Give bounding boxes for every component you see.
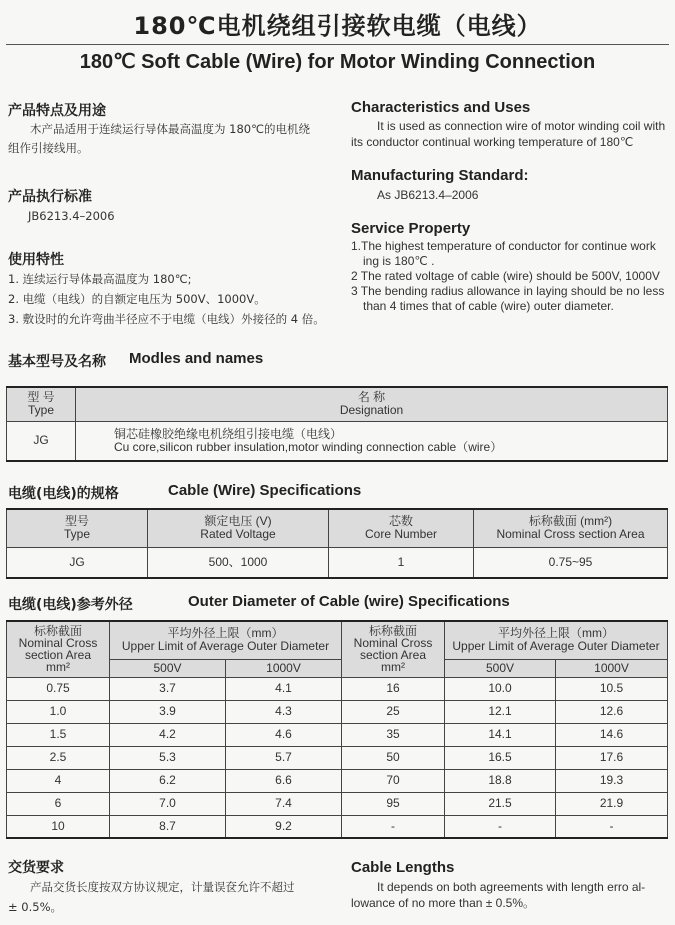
outer-cell-od-1000v-left: 6.6 (226, 769, 342, 792)
outer-cell-od-500v-left: 8.7 (110, 815, 226, 838)
features-text-line-2: 组作引接线用。 (8, 141, 89, 155)
spec-cell-core: 1 (329, 547, 474, 578)
page-title-cn: 180℃电机绕组引接软电缆（电线） (133, 12, 542, 40)
models-header-type: 型 号 Type (7, 387, 76, 421)
outer-table-row (7, 746, 668, 769)
spec-cell-area: 0.75~95 (474, 547, 668, 578)
outer-header-500v-right: 500V (445, 659, 556, 677)
outer-cell-area-right: 16 (342, 677, 445, 700)
service-item-1-cont: ing is 180℃ . (363, 254, 435, 268)
outer-cell-od-1000v-right: 19.3 (556, 769, 668, 792)
outer-cell-od-1000v-left: 5.7 (226, 746, 342, 769)
outer-cell-area-left: 4 (7, 769, 110, 792)
outer-table-row (7, 700, 668, 723)
outer-cell-od-500v-left: 4.2 (110, 723, 226, 746)
outer-cell-area-left: 10 (7, 815, 110, 838)
models-heading-en: Modles and names (129, 350, 264, 367)
outer-header-upper-left: 平均外径上限（mm） Upper Limit of Average Outer Diameter (110, 621, 342, 659)
spec-header-area: 标称截面 (mm²) Nominal Cross section Area (474, 509, 668, 547)
outer-cell-od-1000v-left: 4.6 (226, 723, 342, 746)
service-heading: Service Property (351, 220, 471, 237)
models-table (6, 386, 668, 462)
outer-header-area-left: 标称截面 Nominal Cross section Area mm² (7, 621, 110, 677)
outer-table-row (7, 769, 668, 792)
characteristics-text-line-1: It is used as connection wire of motor winding coil with (377, 119, 666, 133)
outer-cell-area-right: 95 (342, 792, 445, 815)
service-item-3-cont: than 4 times that of cable (wire) outer diameter. (363, 299, 614, 313)
delivery-text-cn-line-2: ± 0.5%。 (8, 900, 63, 914)
outer-cell-od-500v-left: 3.7 (110, 677, 226, 700)
spec-header-core: 芯数 Core Number (329, 509, 474, 547)
outer-cell-od-1000v-right: 14.6 (556, 723, 668, 746)
title-divider (6, 44, 669, 45)
spec-table (6, 508, 668, 579)
outer-heading-en: Outer Diameter of Cable (wire) Specifications (188, 593, 510, 610)
property-item-2: 2. 电缆（电线）的自额定电压为 500V、1000V。 (8, 292, 266, 306)
service-item-2: 2 The rated voltage of cable (wire) should be 500V, 1000V (351, 269, 660, 283)
outer-cell-od-1000v-left: 4.3 (226, 700, 342, 723)
outer-cell-od-1000v-right: 10.5 (556, 677, 668, 700)
outer-table-row (7, 677, 668, 700)
outer-table-row (7, 792, 668, 815)
outer-cell-od-500v-right: 16.5 (445, 746, 556, 769)
outer-cell-od-500v-left: 5.3 (110, 746, 226, 769)
outer-table-row (7, 723, 668, 746)
outer-cell-od-500v-left: 7.0 (110, 792, 226, 815)
spec-cell-type: JG (7, 547, 148, 578)
outer-cell-area-right: - (342, 815, 445, 838)
outer-diameter-table (6, 620, 668, 839)
outer-header-1000v-right: 1000V (556, 659, 668, 677)
property-item-3: 3. 敷设时的允许弯曲半径应不于电缆（电线）外接径的 4 倍。 (8, 312, 325, 326)
spec-cell-voltage: 500、1000 (148, 547, 329, 578)
delivery-heading-cn: 交货要求 (8, 860, 64, 876)
delivery-heading-en: Cable Lengths (351, 859, 455, 876)
outer-cell-area-left: 1.5 (7, 723, 110, 746)
outer-cell-od-1000v-left: 9.2 (226, 815, 342, 838)
outer-header-upper-right: 平均外径上限（mm） Upper Limit of Average Outer Diameter (445, 621, 668, 659)
models-row-designation: 铜芯硅橡胶绝缘电机绕组引接电缆（电线） Cu core,silicon rubber insulation,motor winding connection cable（wire） (76, 421, 668, 461)
outer-header-500v-left: 500V (110, 659, 226, 677)
outer-cell-od-500v-right: 12.1 (445, 700, 556, 723)
outer-cell-od-1000v-right: 21.9 (556, 792, 668, 815)
outer-cell-od-500v-left: 6.2 (110, 769, 226, 792)
outer-cell-od-1000v-left: 7.4 (226, 792, 342, 815)
outer-cell-od-500v-right: - (445, 815, 556, 838)
outer-cell-area-right: 35 (342, 723, 445, 746)
standard-heading: 产品执行标准 (8, 189, 92, 205)
outer-cell-area-right: 70 (342, 769, 445, 792)
outer-cell-area-right: 50 (342, 746, 445, 769)
service-item-3: 3 The bending radius allowance in laying should be no less (351, 284, 665, 298)
outer-cell-od-500v-right: 10.0 (445, 677, 556, 700)
features-heading: 产品特点及用途 (8, 103, 106, 119)
outer-cell-area-left: 1.0 (7, 700, 110, 723)
outer-cell-od-1000v-right: 12.6 (556, 700, 668, 723)
characteristics-text-line-2: its conductor continual working temperature of 180℃ (351, 135, 634, 149)
outer-cell-area-left: 0.75 (7, 677, 110, 700)
outer-cell-od-500v-right: 18.8 (445, 769, 556, 792)
outer-heading-cn: 电缆(电线)参考外径 (8, 597, 133, 613)
outer-cell-od-1000v-right: 17.6 (556, 746, 668, 769)
outer-cell-od-1000v-right: - (556, 815, 668, 838)
outer-header-area-right: 标称截面 Nominal Cross section Area mm² (342, 621, 445, 677)
characteristics-heading: Characteristics and Uses (351, 99, 531, 116)
features-text-line-1: 木产品适用于连续运行导体最高温度为 180℃的电机绕 (30, 122, 311, 136)
outer-cell-od-500v-right: 14.1 (445, 723, 556, 746)
models-header-designation: 名 称 Designation (76, 387, 668, 421)
outer-cell-od-1000v-left: 4.1 (226, 677, 342, 700)
delivery-text-cn-line-1: 产品交货长度按双方协议规定，计量误奁允许不超过 (30, 880, 295, 894)
outer-table-row (7, 815, 668, 838)
spec-heading-cn: 电缆(电线)的规格 (8, 486, 119, 502)
outer-cell-od-500v-right: 21.5 (445, 792, 556, 815)
standard-text: JB6213.4–2006 (28, 209, 115, 223)
spec-header-voltage: 额定电压 (V) Rated Voltage (148, 509, 329, 547)
manufacturing-heading: Manufacturing Standard: (351, 167, 529, 184)
outer-cell-area-left: 2.5 (7, 746, 110, 769)
models-heading-cn: 基本型号及名称 (8, 354, 106, 370)
page-title-en: 180℃ Soft Cable (Wire) for Motor Winding Connection (79, 51, 596, 73)
spec-header-type: 型号 Type (7, 509, 148, 547)
models-row-type: JG (7, 421, 76, 461)
outer-cell-od-500v-left: 3.9 (110, 700, 226, 723)
property-item-1: 1. 连续运行导体最高温度为 180℃; (8, 272, 192, 286)
delivery-text-en-line-1: It depends on both agreements with length erro al- (377, 880, 646, 894)
delivery-text-en-line-2: lowance of no more than ± 0.5%。 (351, 896, 536, 910)
outer-header-1000v-left: 1000V (226, 659, 342, 677)
service-item-1: 1.The highest temperature of conductor for continue work (351, 239, 656, 253)
manufacturing-text: As JB6213.4–2006 (377, 188, 479, 202)
spec-heading-en: Cable (Wire) Specifications (168, 482, 362, 499)
outer-cell-area-right: 25 (342, 700, 445, 723)
outer-cell-area-left: 6 (7, 792, 110, 815)
properties-heading: 使用特性 (8, 252, 64, 268)
